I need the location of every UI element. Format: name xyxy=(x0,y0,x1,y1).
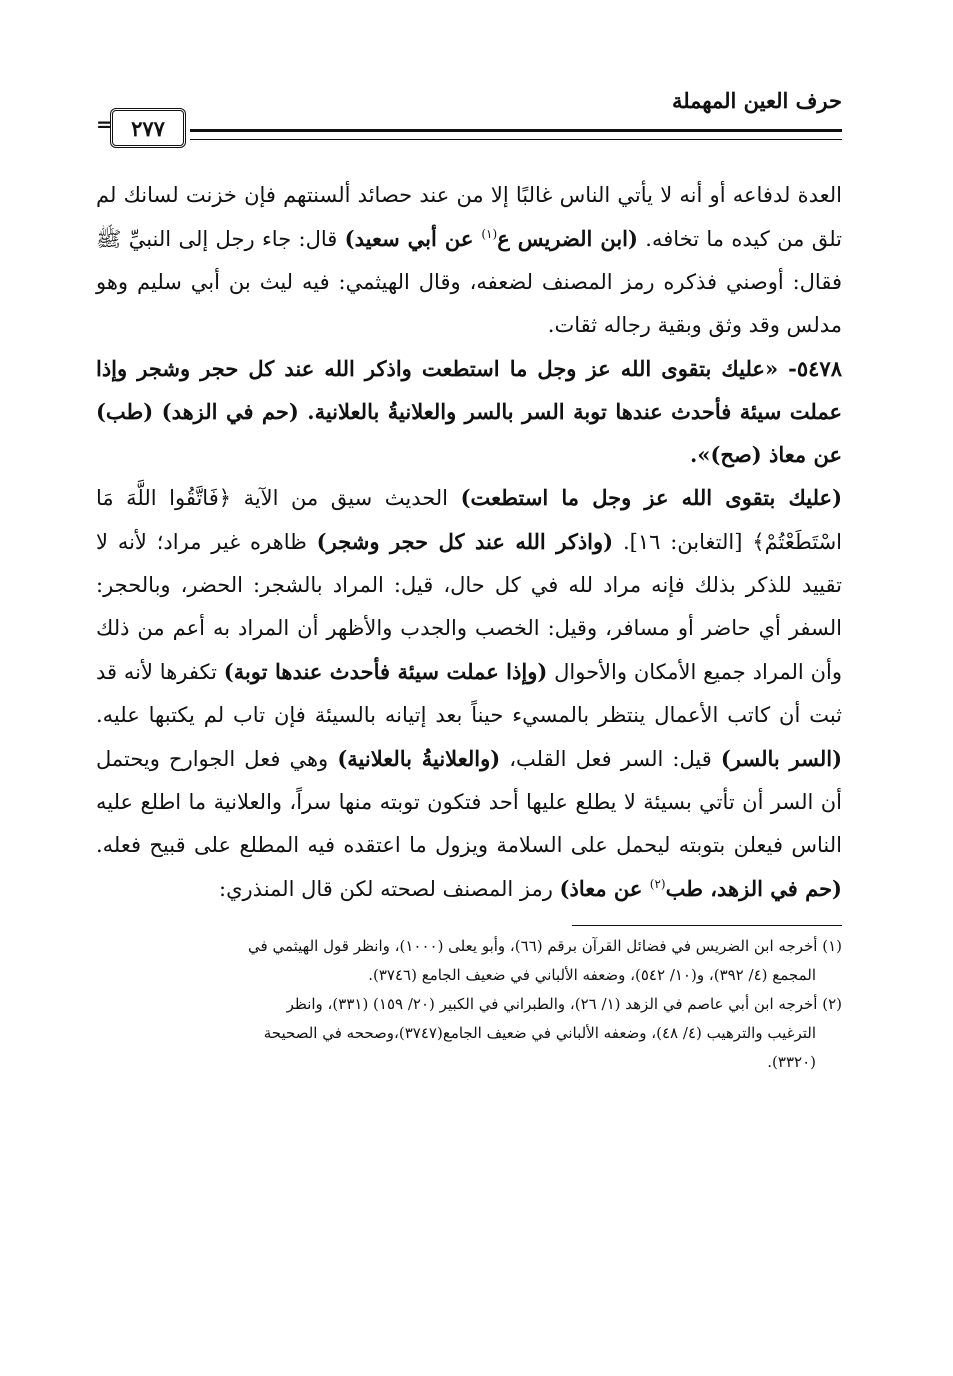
text-run: العدة لدفاعه أو أنه لا يأتي الناس غالبًا إلا من عند حصائد ألسنتهم فإن خزنت لسانك لم تلق من كيده ما تخافه. xyxy=(96,183,843,251)
footnote-2-line-1: (٢) أخرجه ابن أبي عاصم في الزهد (١/ ٢٦)، والطبراني في الكبير (٢٠/ ١٥٩) (٣٣١)، وانظر xyxy=(286,995,842,1013)
quoted-phrase: (السر بالسر) xyxy=(720,746,843,771)
text-run: الحديث سيق من الآية ﴿فَاتَّقُوا اللَّهَ مَا اسْتَطَعْتُمْ﴾ [التغابن: ١٦]. xyxy=(96,486,843,554)
quoted-phrase: (عليك بتقوى الله عز وجل ما استطعت) xyxy=(460,485,843,510)
book-page xyxy=(96,76,842,1077)
text-run: وهي فعل الجوارح ويحتمل أن السر أن تأتي بسيئة لا يطلع عليها أحد فتكون توبته منها سراً، والعلانية ما اطلع عليه الناس فيعلن بتوبته ليحمل على السلامة ويزول ما اعتقده فيه المطلع على قبيح فعله. xyxy=(96,747,842,857)
footnote-ref-2[interactable]: (٢) xyxy=(649,877,666,891)
main-text xyxy=(96,156,842,911)
source-citation-narrator: عن معاذ) xyxy=(559,876,650,901)
header-rule xyxy=(190,129,842,140)
text-run: قال: جاء رجل إلى النبيِّ ﷺ فقال: أوصني فذكره رمز المصنف لضعفه، وقال الهيثمي: فيه ليث بن أبي سليم وهو مدلس وقد وثق وبقية رجاله ثقات. xyxy=(96,227,842,337)
quoted-phrase: (واذكر الله عند كل حجر وشجر) xyxy=(316,529,614,554)
chapter-title: حرف العين المهملة xyxy=(671,88,842,113)
text-run: تكفرها لأنه قد ثبت أن كاتب الأعمال ينتظر بالمسيء حيناً بعد إتيانه بالسيئة فإن تاب لم يكتبها عليه. xyxy=(96,660,842,727)
paragraph-1 xyxy=(96,174,842,347)
footnote-2-line-3: (٣٣٢٠). xyxy=(767,1053,816,1071)
text-run: ظاهره غير مراد؛ لأنه لا تقييد للذكر بذلك فإنه مراد لله في كل حال، قيل: المراد بالشجر: الحضر، وبالحجر: السفر أي حاضر أو مسافر، وقيل: الخصب والجدب والأظهر أن المراد به أعم من ذلك وأن المراد جميع الأمكان والأحوال xyxy=(96,530,842,684)
page-header xyxy=(96,76,842,156)
footnote-2-line-2: الترغيب والترهيب (٤/ ٤٨)، وضعفه الألباني في ضعيف الجامع(٣٧٤٧)،وصححه في الصحيحة xyxy=(263,1024,816,1042)
source-citation: (ابن الضريس ع xyxy=(497,226,638,251)
text-run: قيل: السر فعل القلب، xyxy=(500,747,721,771)
footnote-1-line-2: المجمع (٤/ ٣٩٢)، و(١٠/ ٥٤٢)، وضعفه الألباني في ضعيف الجامع (٣٧٤٦). xyxy=(368,966,816,984)
footnote-ref-1[interactable]: (١) xyxy=(481,227,498,241)
page-number-mark: = xyxy=(96,112,113,136)
text-run: رمز المصنف لصحته لكن قال المنذري: xyxy=(219,877,560,901)
source-citation: (حم في الزهد، طب xyxy=(665,876,842,901)
footnote-1-line-1: (١) أخرجه ابن الضريس في فضائل القرآن برقم (٦٦)، وأبو يعلى (١٠٠٠)، وانظر قول الهيثمي في xyxy=(248,937,842,955)
hadith-5478: ٥٤٧٨- «عليك بتقوى الله عز وجل ما استطعت واذكر الله عند كل حجر وشجر وإذا عملت سيئة فأحدث عندها توبة السر بالسر والعلانيةُ بالعلانية. (حم في الزهد) (طب) عن معاذ (صح)». xyxy=(96,356,842,467)
footnotes xyxy=(96,932,842,1077)
commentary-paragraph xyxy=(96,476,842,911)
footnote-separator xyxy=(572,925,842,926)
source-citation-narrator: عن أبي سعيد) xyxy=(344,226,482,251)
quoted-phrase: (وإذا عملت سيئة فأحدث عندها توبة) xyxy=(223,659,548,684)
quoted-phrase: (والعلانيةُ بالعلانية) xyxy=(337,746,501,771)
page-number: ٢٧٧ xyxy=(110,108,186,148)
